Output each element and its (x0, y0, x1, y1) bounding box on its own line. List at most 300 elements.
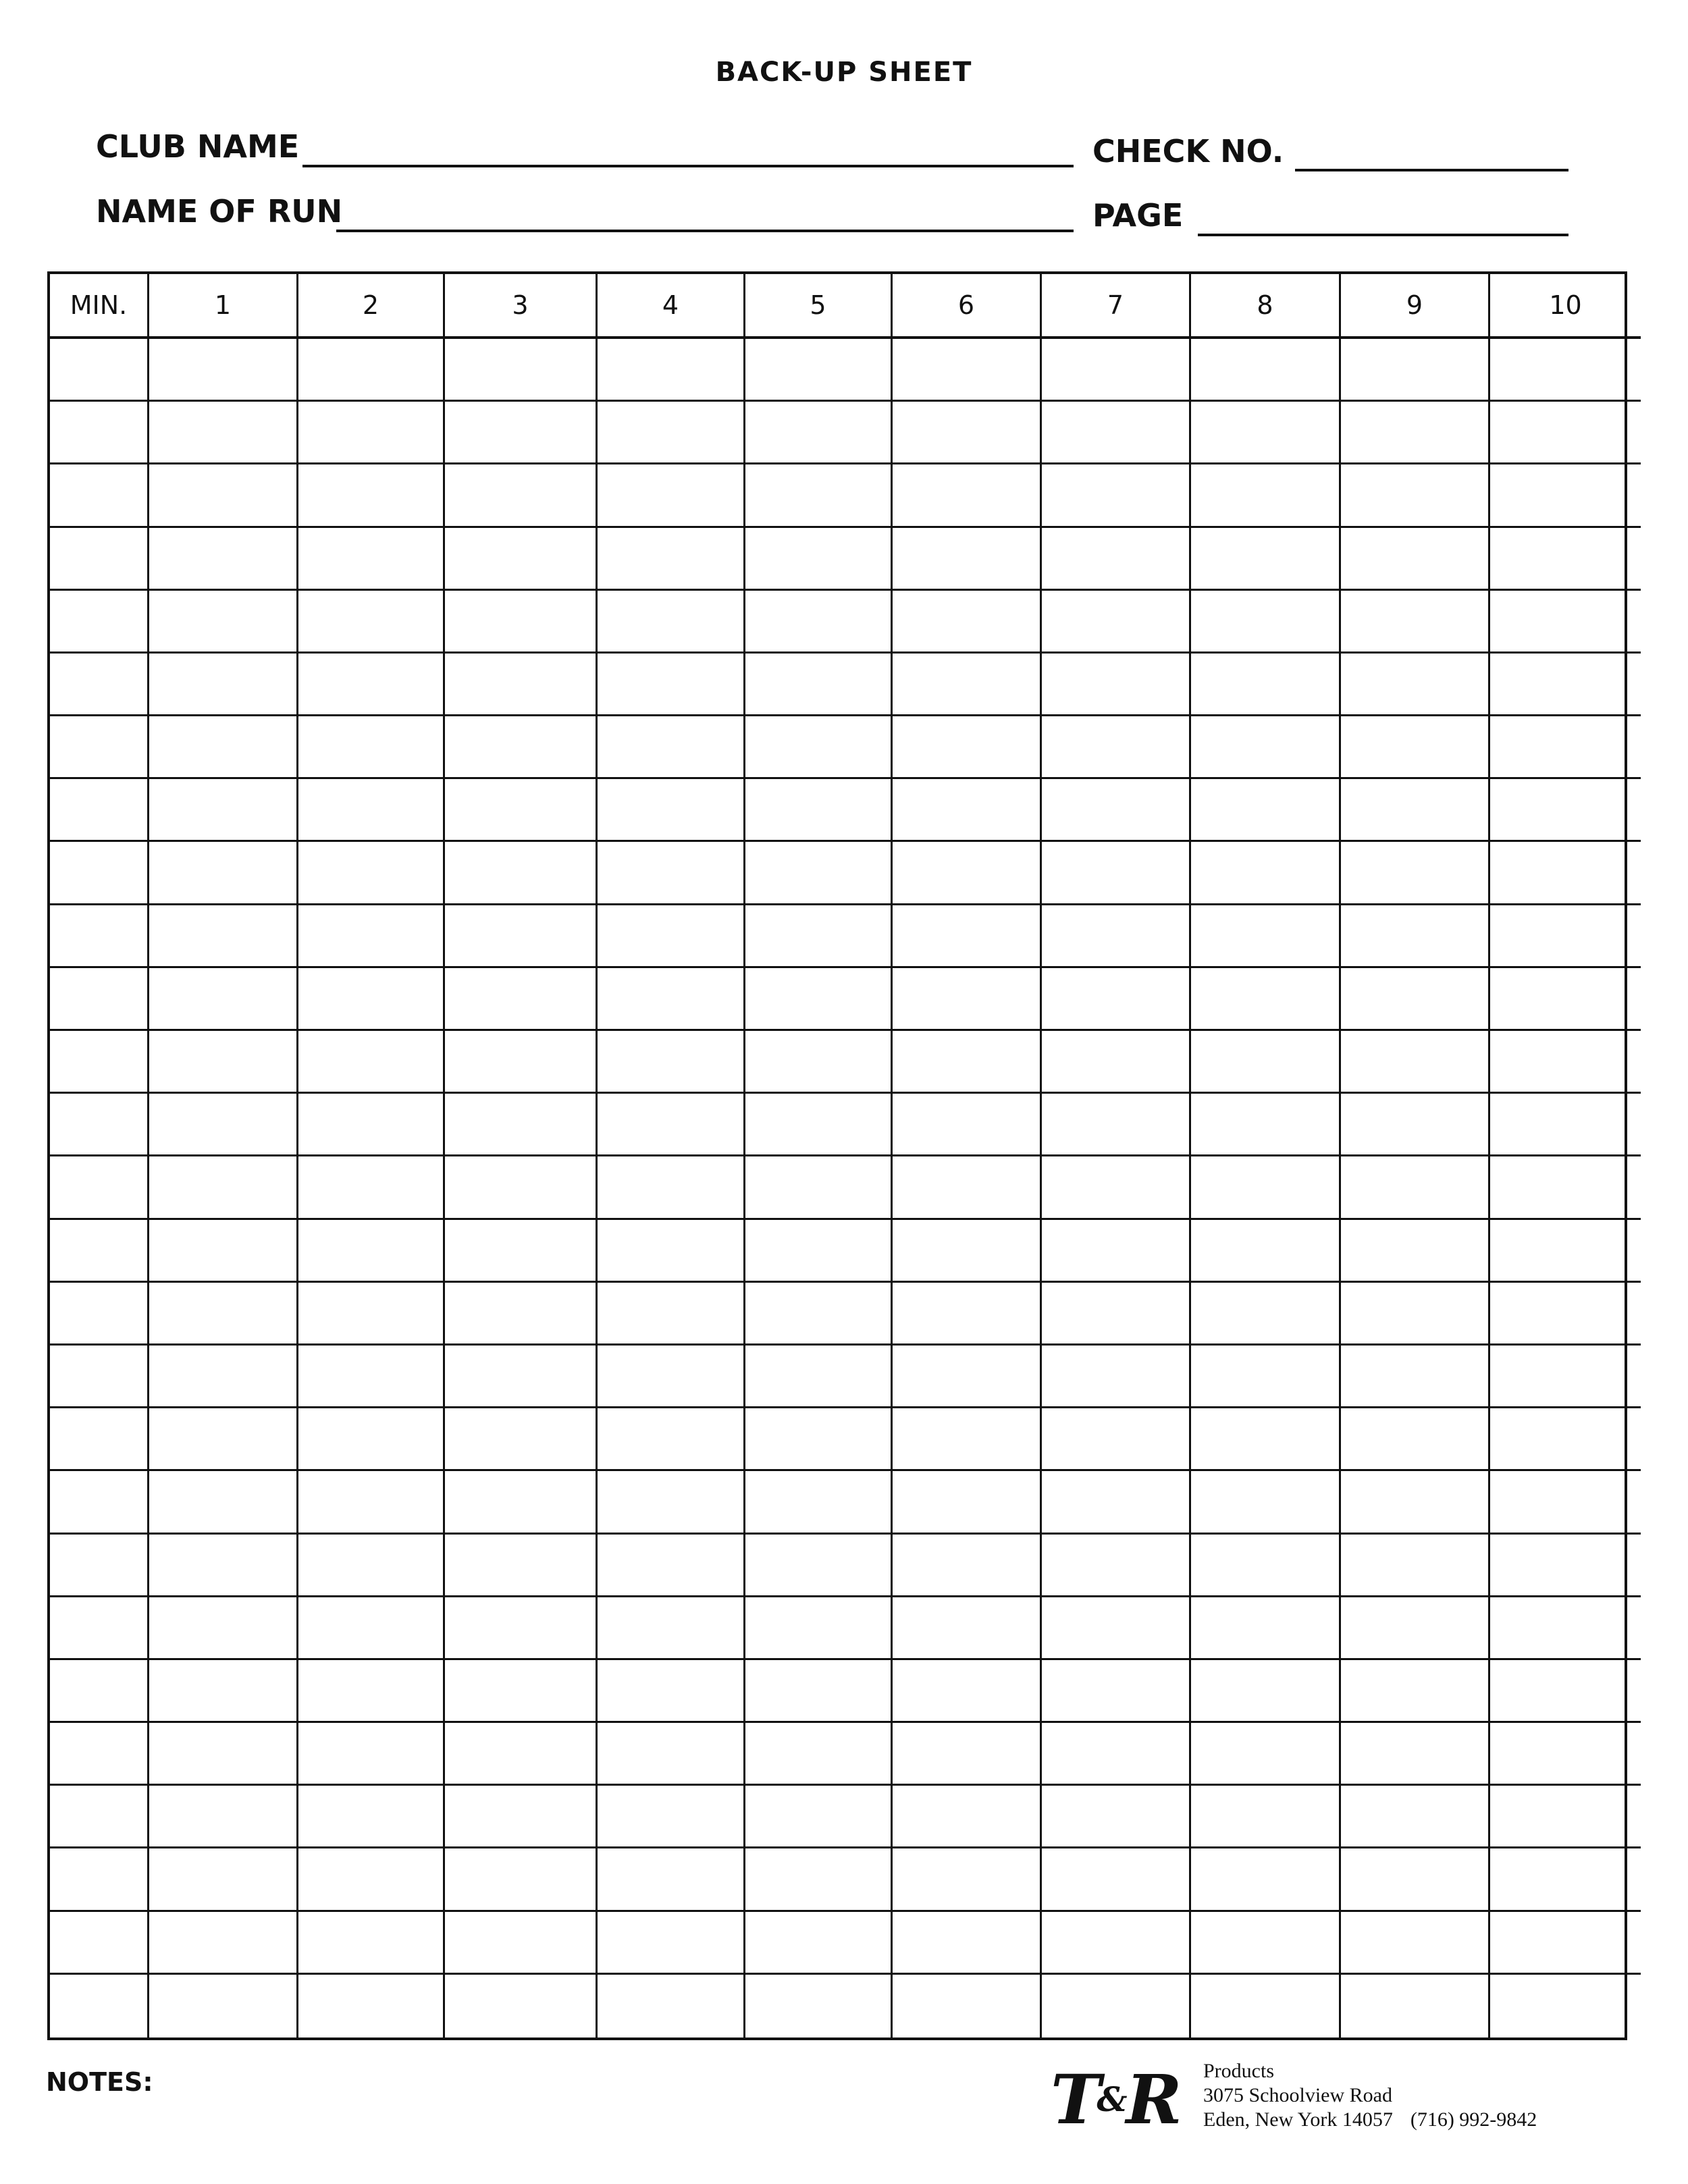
entry-cell[interactable] (298, 905, 445, 968)
entry-cell[interactable] (445, 1220, 598, 1283)
minute-cell[interactable] (50, 1597, 149, 1660)
entry-cell[interactable] (745, 779, 893, 842)
entry-cell[interactable] (745, 1220, 893, 1283)
entry-cell[interactable] (1490, 905, 1641, 968)
entry-cell[interactable] (598, 1848, 745, 1911)
entry-cell[interactable] (298, 968, 445, 1031)
entry-cell[interactable] (598, 1408, 745, 1471)
minute-cell[interactable] (50, 1471, 149, 1534)
entry-cell[interactable] (893, 1912, 1042, 1975)
entry-cell[interactable] (445, 528, 598, 591)
entry-cell[interactable] (149, 905, 298, 968)
entry-cell[interactable] (1191, 1723, 1341, 1786)
minute-cell[interactable] (50, 1346, 149, 1408)
entry-cell[interactable] (893, 1283, 1042, 1346)
entry-cell[interactable] (149, 591, 298, 654)
entry-cell[interactable] (1490, 339, 1641, 402)
entry-cell[interactable] (1341, 1346, 1490, 1408)
entry-cell[interactable] (598, 591, 745, 654)
entry-cell[interactable] (893, 779, 1042, 842)
minute-cell[interactable] (50, 1094, 149, 1156)
entry-cell[interactable] (893, 1597, 1042, 1660)
entry-cell[interactable] (893, 1094, 1042, 1156)
entry-cell[interactable] (1341, 716, 1490, 779)
entry-cell[interactable] (298, 1975, 445, 2037)
entry-cell[interactable] (598, 339, 745, 402)
minute-cell[interactable] (50, 1220, 149, 1283)
entry-cell[interactable] (1341, 528, 1490, 591)
entry-cell[interactable] (745, 1786, 893, 1848)
entry-cell[interactable] (1490, 528, 1641, 591)
entry-cell[interactable] (1490, 1975, 1641, 2037)
entry-cell[interactable] (1042, 1094, 1191, 1156)
page-number-field[interactable] (1198, 234, 1568, 236)
entry-cell[interactable] (149, 1346, 298, 1408)
entry-cell[interactable] (745, 1723, 893, 1786)
entry-cell[interactable] (893, 1660, 1042, 1723)
entry-cell[interactable] (1042, 1660, 1191, 1723)
minute-cell[interactable] (50, 1535, 149, 1597)
entry-cell[interactable] (445, 1471, 598, 1534)
entry-cell[interactable] (149, 1094, 298, 1156)
entry-cell[interactable] (1191, 1660, 1341, 1723)
entry-cell[interactable] (445, 1408, 598, 1471)
entry-cell[interactable] (745, 1156, 893, 1219)
entry-cell[interactable] (445, 968, 598, 1031)
entry-cell[interactable] (445, 1848, 598, 1911)
entry-cell[interactable] (745, 1535, 893, 1597)
entry-cell[interactable] (893, 528, 1042, 591)
entry-cell[interactable] (1341, 1786, 1490, 1848)
entry-cell[interactable] (893, 968, 1042, 1031)
entry-cell[interactable] (598, 402, 745, 464)
entry-cell[interactable] (1191, 1912, 1341, 1975)
entry-cell[interactable] (298, 1283, 445, 1346)
entry-cell[interactable] (1490, 591, 1641, 654)
entry-cell[interactable] (149, 339, 298, 402)
entry-cell[interactable] (1490, 402, 1641, 464)
entry-cell[interactable] (1191, 1156, 1341, 1219)
minute-cell[interactable] (50, 1156, 149, 1219)
entry-cell[interactable] (1042, 842, 1191, 905)
entry-cell[interactable] (1341, 779, 1490, 842)
entry-cell[interactable] (598, 1283, 745, 1346)
entry-cell[interactable] (598, 1723, 745, 1786)
entry-cell[interactable] (149, 1471, 298, 1534)
entry-cell[interactable] (149, 1283, 298, 1346)
entry-cell[interactable] (445, 1723, 598, 1786)
entry-cell[interactable] (1191, 1535, 1341, 1597)
entry-cell[interactable] (445, 1975, 598, 2037)
entry-cell[interactable] (598, 464, 745, 527)
entry-cell[interactable] (1490, 1786, 1641, 1848)
entry-cell[interactable] (298, 1031, 445, 1094)
minute-cell[interactable] (50, 1848, 149, 1911)
minute-cell[interactable] (50, 968, 149, 1031)
entry-cell[interactable] (1042, 1535, 1191, 1597)
entry-cell[interactable] (745, 1597, 893, 1660)
minute-cell[interactable] (50, 1975, 149, 2037)
entry-cell[interactable] (1490, 1660, 1641, 1723)
entry-cell[interactable] (893, 464, 1042, 527)
entry-cell[interactable] (893, 905, 1042, 968)
entry-cell[interactable] (1191, 591, 1341, 654)
entry-cell[interactable] (1341, 1094, 1490, 1156)
entry-cell[interactable] (445, 905, 598, 968)
minute-cell[interactable] (50, 654, 149, 716)
entry-cell[interactable] (149, 1597, 298, 1660)
entry-cell[interactable] (598, 1660, 745, 1723)
entry-cell[interactable] (893, 1220, 1042, 1283)
entry-cell[interactable] (598, 1535, 745, 1597)
entry-cell[interactable] (298, 842, 445, 905)
entry-cell[interactable] (893, 1535, 1042, 1597)
entry-cell[interactable] (893, 1156, 1042, 1219)
entry-cell[interactable] (1042, 402, 1191, 464)
entry-cell[interactable] (1191, 1848, 1341, 1911)
entry-cell[interactable] (298, 1786, 445, 1848)
minute-cell[interactable] (50, 402, 149, 464)
entry-cell[interactable] (298, 654, 445, 716)
entry-cell[interactable] (1490, 1723, 1641, 1786)
entry-cell[interactable] (1191, 1408, 1341, 1471)
entry-cell[interactable] (1341, 1848, 1490, 1911)
entry-cell[interactable] (1042, 1031, 1191, 1094)
minute-cell[interactable] (50, 591, 149, 654)
entry-cell[interactable] (1191, 842, 1341, 905)
entry-cell[interactable] (298, 464, 445, 527)
entry-cell[interactable] (893, 1975, 1042, 2037)
entry-cell[interactable] (598, 905, 745, 968)
entry-cell[interactable] (1191, 1094, 1341, 1156)
entry-cell[interactable] (1341, 1031, 1490, 1094)
entry-cell[interactable] (1191, 654, 1341, 716)
entry-cell[interactable] (1490, 1346, 1641, 1408)
entry-cell[interactable] (149, 654, 298, 716)
entry-cell[interactable] (298, 1094, 445, 1156)
entry-cell[interactable] (1191, 1597, 1341, 1660)
entry-cell[interactable] (1341, 654, 1490, 716)
entry-cell[interactable] (298, 779, 445, 842)
entry-cell[interactable] (1490, 1408, 1641, 1471)
entry-cell[interactable] (149, 716, 298, 779)
entry-cell[interactable] (745, 1848, 893, 1911)
entry-cell[interactable] (445, 591, 598, 654)
entry-cell[interactable] (1042, 1408, 1191, 1471)
entry-cell[interactable] (445, 1535, 598, 1597)
entry-cell[interactable] (1191, 339, 1341, 402)
entry-cell[interactable] (298, 1471, 445, 1534)
entry-cell[interactable] (1341, 464, 1490, 527)
entry-cell[interactable] (149, 464, 298, 527)
entry-cell[interactable] (1191, 402, 1341, 464)
entry-cell[interactable] (445, 1597, 598, 1660)
entry-cell[interactable] (149, 1220, 298, 1283)
entry-cell[interactable] (149, 1975, 298, 2037)
entry-cell[interactable] (1191, 464, 1341, 527)
entry-cell[interactable] (598, 654, 745, 716)
entry-cell[interactable] (445, 464, 598, 527)
entry-cell[interactable] (1490, 1535, 1641, 1597)
entry-cell[interactable] (1191, 1346, 1341, 1408)
minute-cell[interactable] (50, 716, 149, 779)
entry-cell[interactable] (893, 1786, 1042, 1848)
entry-cell[interactable] (1042, 1471, 1191, 1534)
entry-cell[interactable] (1042, 528, 1191, 591)
entry-cell[interactable] (298, 1597, 445, 1660)
entry-cell[interactable] (445, 654, 598, 716)
entry-cell[interactable] (598, 779, 745, 842)
entry-cell[interactable] (745, 1471, 893, 1534)
minute-cell[interactable] (50, 1660, 149, 1723)
minute-cell[interactable] (50, 1031, 149, 1094)
entry-cell[interactable] (149, 528, 298, 591)
entry-cell[interactable] (598, 1975, 745, 2037)
entry-cell[interactable] (445, 1283, 598, 1346)
entry-cell[interactable] (1341, 1912, 1490, 1975)
entry-cell[interactable] (893, 402, 1042, 464)
entry-cell[interactable] (445, 339, 598, 402)
entry-cell[interactable] (298, 1660, 445, 1723)
minute-cell[interactable] (50, 1723, 149, 1786)
entry-cell[interactable] (598, 1786, 745, 1848)
entry-cell[interactable] (745, 591, 893, 654)
name-of-run-field[interactable] (336, 230, 1074, 232)
entry-cell[interactable] (1042, 779, 1191, 842)
entry-cell[interactable] (1490, 968, 1641, 1031)
entry-cell[interactable] (1042, 716, 1191, 779)
entry-cell[interactable] (598, 842, 745, 905)
entry-cell[interactable] (745, 842, 893, 905)
entry-cell[interactable] (598, 716, 745, 779)
entry-cell[interactable] (298, 1156, 445, 1219)
entry-cell[interactable] (1191, 1471, 1341, 1534)
entry-cell[interactable] (745, 1094, 893, 1156)
entry-cell[interactable] (1341, 1283, 1490, 1346)
entry-cell[interactable] (745, 528, 893, 591)
entry-cell[interactable] (1341, 1535, 1490, 1597)
minute-cell[interactable] (50, 1408, 149, 1471)
minute-cell[interactable] (50, 905, 149, 968)
entry-cell[interactable] (598, 1471, 745, 1534)
minute-cell[interactable] (50, 779, 149, 842)
entry-cell[interactable] (1191, 1220, 1341, 1283)
minute-cell[interactable] (50, 842, 149, 905)
entry-cell[interactable] (298, 1535, 445, 1597)
entry-cell[interactable] (1042, 464, 1191, 527)
entry-cell[interactable] (445, 842, 598, 905)
entry-cell[interactable] (445, 1660, 598, 1723)
entry-cell[interactable] (1341, 1723, 1490, 1786)
entry-cell[interactable] (893, 842, 1042, 905)
entry-cell[interactable] (893, 1031, 1042, 1094)
entry-cell[interactable] (1490, 1156, 1641, 1219)
entry-cell[interactable] (298, 1408, 445, 1471)
entry-cell[interactable] (598, 1597, 745, 1660)
check-no-field[interactable] (1295, 169, 1568, 171)
entry-cell[interactable] (1490, 779, 1641, 842)
entry-cell[interactable] (1341, 905, 1490, 968)
entry-cell[interactable] (598, 1912, 745, 1975)
entry-cell[interactable] (745, 464, 893, 527)
entry-cell[interactable] (745, 1346, 893, 1408)
entry-cell[interactable] (1490, 1283, 1641, 1346)
entry-cell[interactable] (1341, 402, 1490, 464)
entry-cell[interactable] (149, 779, 298, 842)
entry-cell[interactable] (893, 716, 1042, 779)
club-name-field[interactable] (302, 165, 1074, 167)
entry-cell[interactable] (745, 1975, 893, 2037)
entry-cell[interactable] (1191, 1975, 1341, 2037)
entry-cell[interactable] (893, 1723, 1042, 1786)
entry-cell[interactable] (1341, 1660, 1490, 1723)
entry-cell[interactable] (298, 1848, 445, 1911)
entry-cell[interactable] (1042, 1156, 1191, 1219)
entry-cell[interactable] (149, 1031, 298, 1094)
entry-cell[interactable] (149, 1535, 298, 1597)
entry-cell[interactable] (1191, 716, 1341, 779)
entry-cell[interactable] (598, 1220, 745, 1283)
entry-cell[interactable] (298, 402, 445, 464)
entry-cell[interactable] (1042, 1597, 1191, 1660)
entry-cell[interactable] (745, 968, 893, 1031)
entry-cell[interactable] (745, 1283, 893, 1346)
entry-cell[interactable] (1490, 1031, 1641, 1094)
entry-cell[interactable] (745, 1408, 893, 1471)
entry-cell[interactable] (1191, 905, 1341, 968)
entry-cell[interactable] (893, 654, 1042, 716)
entry-cell[interactable] (1341, 968, 1490, 1031)
entry-cell[interactable] (149, 1156, 298, 1219)
entry-cell[interactable] (1042, 654, 1191, 716)
entry-cell[interactable] (1191, 528, 1341, 591)
entry-cell[interactable] (1191, 1283, 1341, 1346)
entry-cell[interactable] (745, 1031, 893, 1094)
entry-cell[interactable] (445, 1346, 598, 1408)
entry-cell[interactable] (1042, 905, 1191, 968)
entry-cell[interactable] (893, 339, 1042, 402)
entry-cell[interactable] (598, 1031, 745, 1094)
entry-cell[interactable] (1341, 1597, 1490, 1660)
entry-cell[interactable] (1042, 1912, 1191, 1975)
entry-cell[interactable] (445, 1912, 598, 1975)
entry-cell[interactable] (1490, 842, 1641, 905)
entry-cell[interactable] (149, 1912, 298, 1975)
entry-cell[interactable] (1490, 1471, 1641, 1534)
entry-cell[interactable] (893, 591, 1042, 654)
entry-cell[interactable] (445, 1786, 598, 1848)
entry-cell[interactable] (1042, 1220, 1191, 1283)
entry-cell[interactable] (445, 779, 598, 842)
entry-cell[interactable] (1042, 339, 1191, 402)
entry-cell[interactable] (1042, 1848, 1191, 1911)
entry-cell[interactable] (445, 1094, 598, 1156)
entry-cell[interactable] (149, 1408, 298, 1471)
entry-cell[interactable] (745, 1912, 893, 1975)
entry-cell[interactable] (1341, 339, 1490, 402)
entry-cell[interactable] (149, 968, 298, 1031)
entry-cell[interactable] (298, 528, 445, 591)
entry-cell[interactable] (598, 1156, 745, 1219)
entry-cell[interactable] (1490, 1094, 1641, 1156)
entry-cell[interactable] (298, 1220, 445, 1283)
entry-cell[interactable] (298, 716, 445, 779)
minute-cell[interactable] (50, 464, 149, 527)
entry-cell[interactable] (445, 402, 598, 464)
entry-cell[interactable] (1042, 591, 1191, 654)
entry-cell[interactable] (445, 716, 598, 779)
entry-cell[interactable] (1042, 1283, 1191, 1346)
entry-cell[interactable] (445, 1031, 598, 1094)
entry-cell[interactable] (1490, 1220, 1641, 1283)
entry-cell[interactable] (598, 1346, 745, 1408)
entry-cell[interactable] (1341, 1220, 1490, 1283)
entry-cell[interactable] (1341, 842, 1490, 905)
entry-cell[interactable] (893, 1848, 1042, 1911)
entry-cell[interactable] (893, 1471, 1042, 1534)
entry-cell[interactable] (1042, 1786, 1191, 1848)
entry-cell[interactable] (745, 654, 893, 716)
minute-cell[interactable] (50, 1912, 149, 1975)
entry-cell[interactable] (1490, 1912, 1641, 1975)
entry-cell[interactable] (1341, 1156, 1490, 1219)
entry-cell[interactable] (745, 402, 893, 464)
entry-cell[interactable] (1341, 591, 1490, 654)
entry-cell[interactable] (149, 1786, 298, 1848)
entry-cell[interactable] (745, 716, 893, 779)
entry-cell[interactable] (149, 1848, 298, 1911)
entry-cell[interactable] (598, 528, 745, 591)
entry-cell[interactable] (745, 905, 893, 968)
entry-cell[interactable] (893, 1346, 1042, 1408)
entry-cell[interactable] (1490, 716, 1641, 779)
entry-cell[interactable] (1042, 1346, 1191, 1408)
minute-cell[interactable] (50, 339, 149, 402)
entry-cell[interactable] (598, 968, 745, 1031)
minute-cell[interactable] (50, 1786, 149, 1848)
entry-cell[interactable] (1191, 1786, 1341, 1848)
entry-cell[interactable] (298, 1346, 445, 1408)
entry-cell[interactable] (1490, 1597, 1641, 1660)
entry-cell[interactable] (1341, 1408, 1490, 1471)
entry-cell[interactable] (149, 842, 298, 905)
entry-cell[interactable] (745, 1660, 893, 1723)
entry-cell[interactable] (893, 1408, 1042, 1471)
entry-cell[interactable] (745, 339, 893, 402)
entry-cell[interactable] (298, 591, 445, 654)
entry-cell[interactable] (1490, 654, 1641, 716)
entry-cell[interactable] (1042, 1723, 1191, 1786)
entry-cell[interactable] (1490, 1848, 1641, 1911)
entry-cell[interactable] (1341, 1471, 1490, 1534)
entry-cell[interactable] (1042, 1975, 1191, 2037)
entry-cell[interactable] (1191, 968, 1341, 1031)
entry-cell[interactable] (298, 1912, 445, 1975)
entry-cell[interactable] (445, 1156, 598, 1219)
entry-cell[interactable] (598, 1094, 745, 1156)
entry-cell[interactable] (149, 402, 298, 464)
entry-cell[interactable] (298, 1723, 445, 1786)
entry-cell[interactable] (1490, 464, 1641, 527)
entry-cell[interactable] (149, 1723, 298, 1786)
minute-cell[interactable] (50, 1283, 149, 1346)
entry-cell[interactable] (1191, 1031, 1341, 1094)
entry-cell[interactable] (1341, 1975, 1490, 2037)
entry-cell[interactable] (1191, 779, 1341, 842)
entry-cell[interactable] (298, 339, 445, 402)
minute-cell[interactable] (50, 528, 149, 591)
entry-cell[interactable] (1042, 968, 1191, 1031)
